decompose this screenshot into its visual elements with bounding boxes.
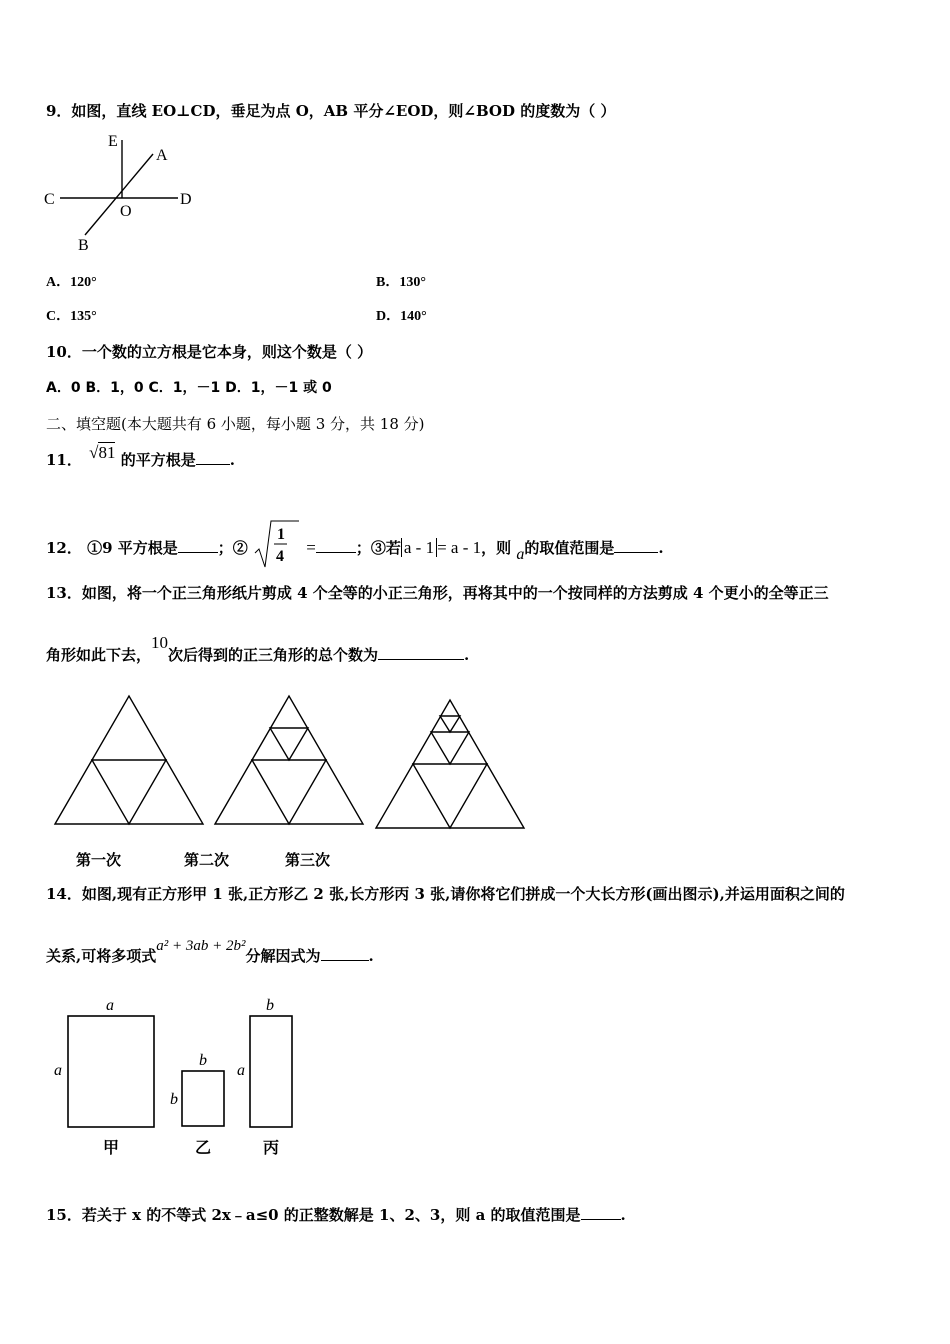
q11-text: 的平方根是 bbox=[120, 451, 196, 469]
q14-line-1: 14．如图,现有正方形甲 1 张,正方形乙 2 张,长方形丙 3 张,请你将它们拼成一个大长方形(画出图示),并运用面积之间的 bbox=[46, 885, 845, 903]
q12-sqrt-fraction bbox=[253, 519, 301, 571]
q14-line-2: 关系,可将多项式a² + 3ab + 2b²分解因式为 . bbox=[46, 938, 374, 965]
q9-figure bbox=[40, 132, 200, 257]
svg-text:b: b bbox=[266, 997, 274, 1014]
q14-shapes-figure bbox=[50, 993, 320, 1163]
q13-line-1: 13．如图，将一个正三角形纸片剪成 4 个全等的小正三角形，再将其中的一个按同样的方法剪成 4 个更小的全等正三 bbox=[46, 584, 829, 602]
label-B: B bbox=[78, 237, 89, 254]
svg-text:b: b bbox=[199, 1052, 207, 1069]
q13-line-2: 角形如此下去，10次后得到的正三角形的总个数为 . bbox=[46, 633, 470, 664]
q11-blank[interactable] bbox=[196, 450, 230, 465]
q12-frac-num: 1 bbox=[277, 526, 286, 543]
q14-polynomial: a² + 3ab + 2b² bbox=[156, 938, 246, 954]
q13-triangles-figure bbox=[50, 692, 540, 832]
q14-blank[interactable] bbox=[321, 946, 369, 961]
rectangle-bing bbox=[237, 997, 292, 1157]
square-yi bbox=[170, 1052, 224, 1157]
svg-text:甲: 甲 bbox=[103, 1140, 120, 1157]
q9-option-b[interactable]: B．130° bbox=[376, 275, 426, 290]
label-D: D bbox=[180, 191, 192, 208]
q12: 12． ①9 平方根是 ；② 1 4 = ；③若 a - 1 = a - 1，则 a的取值范围是 . bbox=[46, 523, 664, 575]
label-C: C bbox=[44, 191, 55, 208]
section-heading: 二、填空题(本大题共有 6 小题，每小题 3 分，共 18 分) bbox=[46, 415, 425, 433]
q9-option-c[interactable]: C．135° bbox=[46, 309, 97, 324]
svg-text:a: a bbox=[106, 997, 114, 1014]
q12-blank-2[interactable] bbox=[316, 538, 356, 553]
q11-sqrt: √81 bbox=[89, 443, 116, 462]
triangle-stage-2 bbox=[215, 696, 363, 824]
triangle-stage-3 bbox=[376, 700, 524, 828]
q9-option-a[interactable]: A．120° bbox=[46, 275, 97, 290]
q10-options: A．0 B．1，0 C．1，－1 D．1，－1 或 0 bbox=[46, 380, 332, 396]
q13-caption-1: 第一次 bbox=[76, 851, 122, 869]
svg-text:a: a bbox=[237, 1062, 245, 1079]
q12-blank-3[interactable] bbox=[614, 538, 658, 553]
q10-stem: 10．一个数的立方根是它本身，则这个数是（ ） bbox=[46, 343, 373, 361]
q12-blank-1[interactable] bbox=[178, 538, 218, 553]
q13-times: 10 bbox=[151, 633, 169, 652]
q12-frac-den: 4 bbox=[276, 548, 285, 565]
q9-stem: 9．如图，直线 EO⊥CD，垂足为点 O，AB 平分∠EOD，则∠BOD 的度数为（ ） bbox=[46, 102, 616, 120]
q13-caption-3: 第三次 bbox=[285, 851, 331, 869]
q11: 11． √81 的平方根是 . bbox=[46, 443, 235, 469]
q15: 15．若关于 x 的不等式 2x﹣a≤0 的正整数解是 1、2、3，则 a 的取值范围是 . bbox=[46, 1206, 626, 1224]
svg-text:b: b bbox=[170, 1091, 178, 1108]
label-O: O bbox=[120, 203, 132, 220]
q11-number: 11． bbox=[46, 451, 82, 469]
q15-blank[interactable] bbox=[581, 1205, 621, 1220]
q9-option-d[interactable]: D．140° bbox=[376, 309, 427, 324]
svg-text:a: a bbox=[54, 1062, 62, 1079]
label-A: A bbox=[156, 147, 168, 164]
svg-text:丙: 丙 bbox=[263, 1140, 280, 1157]
triangle-stage-1 bbox=[55, 696, 203, 824]
q13-blank[interactable] bbox=[378, 645, 464, 660]
square-jia bbox=[54, 997, 154, 1157]
q13-caption-2: 第二次 bbox=[184, 851, 230, 869]
svg-text:乙: 乙 bbox=[195, 1140, 212, 1157]
label-E: E bbox=[108, 133, 118, 150]
